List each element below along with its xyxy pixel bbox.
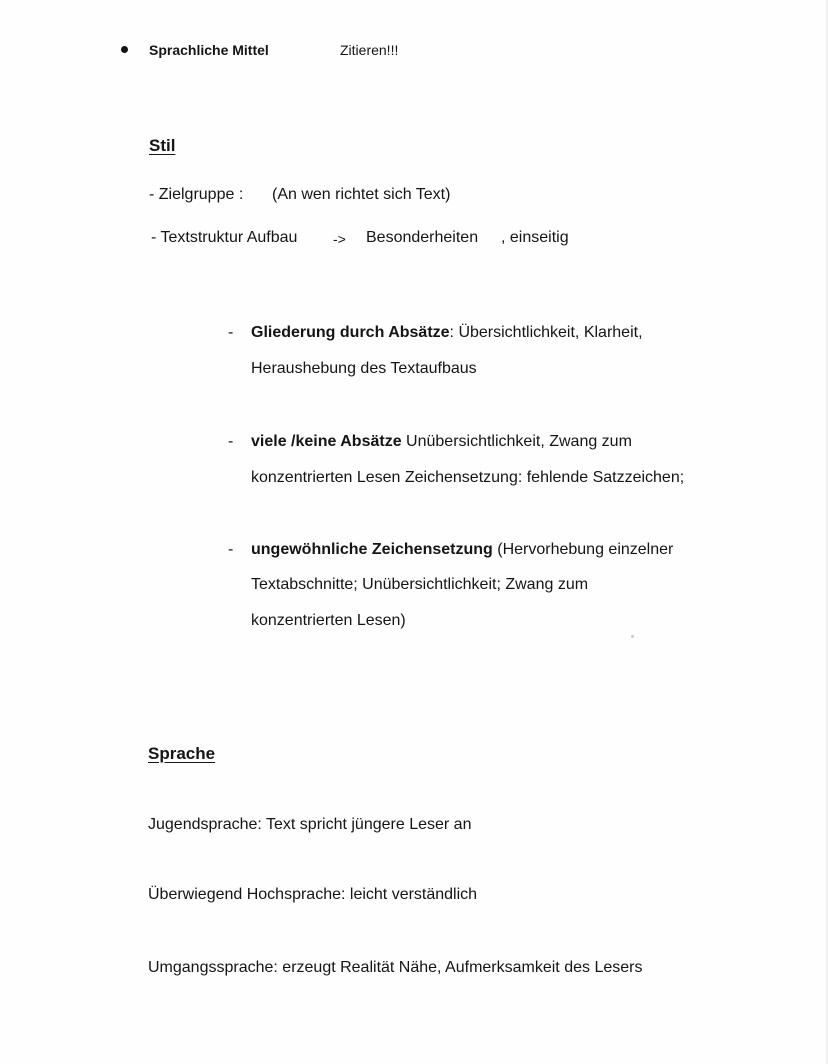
- list-item-line: [251, 324, 643, 342]
- textstruktur-label: - Textstruktur Aufbau: [151, 229, 298, 246]
- list-item-text: (Hervorhebung einzelner: [492, 541, 674, 558]
- list-item-continuation: konzentrierten Lesen): [251, 612, 406, 629]
- textstruktur-extra: , einseitig: [501, 229, 569, 246]
- list-item-continuation: Textabschnitte; Unübersichtlichkeit; Zwang zum: [251, 576, 589, 593]
- dash-icon: -: [228, 541, 234, 558]
- textstruktur-value: Besonderheiten: [366, 229, 479, 246]
- note-zitieren: Zitieren!!!: [340, 42, 399, 58]
- zielgruppe-label: - Zielgruppe :: [149, 186, 244, 203]
- scan-speck: [631, 635, 634, 638]
- section-title-sprachliche-mittel: Sprachliche Mittel: [149, 42, 269, 58]
- list-item-line: [251, 541, 673, 559]
- list-item-text: : Übersichtlichkeit, Klarheit,: [449, 324, 643, 341]
- list-item-bold: viele /keine Absätze: [251, 433, 402, 450]
- list-item-continuation: konzentrierten Lesen Zeichensetzung: fehlende Satzzeichen;: [251, 469, 685, 486]
- list-item-line: [251, 433, 632, 451]
- heading-stil: Stil: [149, 136, 176, 155]
- list-item-text: Unübersichtlichkeit, Zwang zum: [401, 433, 632, 450]
- list-item-bold: Gliederung durch Absätze: [251, 324, 450, 341]
- arrow-icon: ->: [333, 231, 346, 247]
- sprache-line-hochsprache: Überwiegend Hochsprache: leicht verständlich: [148, 886, 478, 903]
- dash-icon: -: [228, 324, 234, 341]
- sprache-line-umgangssprache: Umgangssprache: erzeugt Realität Nähe, Aufmerksamkeit des Lesers: [148, 959, 643, 976]
- list-item-bold: ungewöhnliche Zeichensetzung: [251, 541, 493, 558]
- zielgruppe-value: (An wen richtet sich Text): [272, 186, 451, 203]
- dash-icon: -: [228, 433, 234, 450]
- list-item-continuation: Heraushebung des Textaufbaus: [251, 360, 477, 377]
- heading-sprache: Sprache: [148, 744, 216, 763]
- sprache-line-jugendsprache: Jugendsprache: Text spricht jüngere Leser an: [148, 816, 472, 833]
- bullet-icon: [121, 46, 128, 53]
